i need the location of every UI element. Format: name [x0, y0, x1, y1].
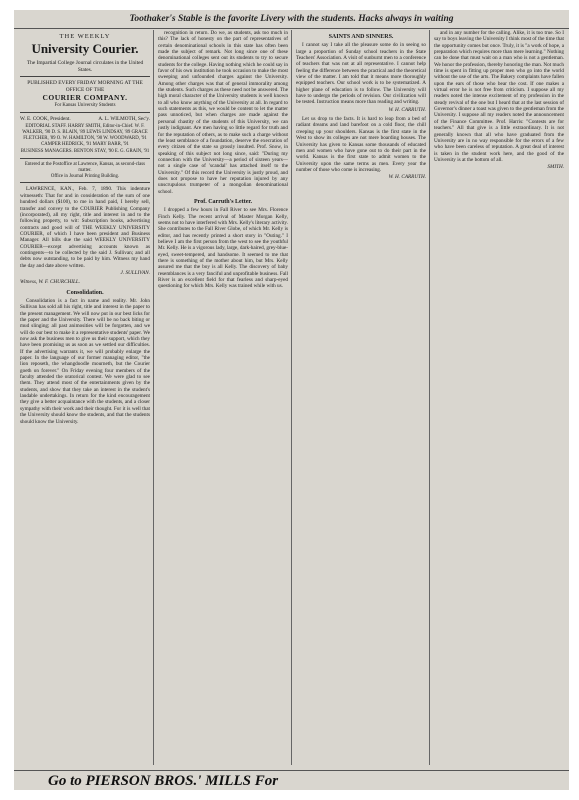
- newspaper-page: [14, 10, 569, 790]
- sale-notice: LAWRENCE, KAN., Feb. 7, 1890. This indenture witnesseth: That for and in consideration of the sum of one hundred dollars ($100), to me in hand paid, I hereby sell, transfer and convey to the COURIER Publishing Company (incorporated), all my right, title and interest in and to the following property, to wit: Subscription books, advertising contracts and good will of THE WEEKLY UNIVERSITY COURIER, of which I have been president and Business Manager. All bills due the said WEEKLY UNIVERSITY COURIER—except advertising accounts known as contingents—to be collected by the said J. Sullivan; and all debts now outstanding, to be paid by him. Witness my hand the day and date above written.: [20, 186, 150, 269]
- office-note: Office in Journal Printing Building.: [50, 173, 120, 179]
- top-banner-ad: Toothaker's Stable is the favorite Livery with the students. Hacks always in waiting: [14, 10, 569, 29]
- editorial-staff: EDITORIAL STAFF. HARRY SMITH, Editor-in-Chief. W. F. WALKER, '90 D. S. BLAIN, '89 LEWIS LINDSAY, '89 GRACE FLETCHER, '89 O. W. HAMILTON, '90 W. WOODWARD, '91 CAMPER HEDRICK, '91 MARY BARR, '91: [22, 124, 148, 147]
- article-heading: Consolidation.: [66, 289, 104, 296]
- bottom-banner-ad: Go to PIERSON BROS.' MILLS For: [14, 770, 569, 790]
- column-1: [20, 30, 150, 765]
- signature: SMITH.: [547, 164, 564, 171]
- divider: [20, 112, 150, 113]
- masthead-weekly: THE WEEKLY: [59, 33, 111, 40]
- divider: [20, 76, 150, 77]
- column-rule: [429, 30, 430, 765]
- president-name: W. E. COOK, President.: [20, 116, 71, 123]
- signature: W. H. CARRUTH.: [388, 106, 426, 113]
- column-2: [158, 30, 288, 765]
- article-body: I cannot say I take all the pleasure some do in seeing so large a proportion of Sunday school teachers in the State Teachers' Association. A visit of sunburnt men to a conference of teachers that was not at all representative. I cannot help feeling the difference between the practical and the theoretical view of the matter. I am told that it means more thoroughly equipped teachers. Our school work is to be systematized. A higher plane of education is to follow. The University will have to undergo the periods of revision. Our civilization will be tested. Instruction means more than reading and writing.: [296, 42, 426, 106]
- article-heading: SAINTS AND SINNERS.: [328, 34, 394, 40]
- column-rule: [153, 30, 154, 765]
- column-4: [434, 30, 564, 765]
- secretary-name: A. L. WILMOTH, Sec'y.: [98, 116, 150, 123]
- column-3: [296, 30, 426, 765]
- masthead-tagline: The Impartial College Journal circulates in the United States.: [26, 60, 144, 73]
- divider: [20, 182, 150, 183]
- witness-line: Witness, W. F. CHURCHILL.: [20, 279, 81, 286]
- article-body: recognition in return. Do we, as students, ask too much in this? The lack of honesty on the part of representatives of certain denominational schools in this state has often been made the subject of remark. Not long since one of these denominational colleges sent out its students to try to secure students for the college. Having nothing which he could say in favor of his own institution he took occasion to make the most sweeping and unfounded charges against the University. Among other charges was that of general immorality among the students. Such charges as these need not be answered. The high moral character of the University students is well known to all who know anything of the University at all. In regard to such statements as this, we would be content to let the matter pass unnoticed, but when charges are made against the personal chastity of the students of this University, we can justly indignant. Are men having so little regard for truth and for the reputation of others, as to make such a charge without the least semblance of a foundation, deserve the execration of every citizen of the state so grossly insulted. Prof. Snow, in speaking of this subject not long since, said: "During my connection with the University—a period of sixteen years—not a single case of 'scandal' has attached itself to the University." Of this record the University is justly proud, and does not propose to have her reputation injured by any unscrupulous trumpeter of a mongolian denominational school.: [158, 30, 288, 195]
- article-body: I dropped a few hours in Fall River to see Mrs. Florence Finch Kelly. The recent arrival of Master Morgan Kelly, seems not to have interfered with Mrs. Kelly's literary activity. She contributes to the Fall River Globe, of which Mr. Kelly is editor, and has recently printed a short story in "Outing." I believe I am the first person from the west to see the youthful Mr. Kelly. He is a vigorous lady, large, dark-haired, grey-blue-eyed, sweet-tempered, and handsome. It seemed to me that there is something of the mother about him, but Mrs. Kelly assured me that the boy is all Kelly. The discovery of baby resemblances is a very fanciful and unprofitable business. Fall River is an excellent field for that fearless and sharp-eyed questioning for which Mrs. Kelly was trained while with us.: [158, 207, 288, 290]
- business-managers: BUSINESS MANAGERS. BENTON STAY, '90 E. G. GRAIN, '91: [20, 149, 150, 155]
- article-body: Let us drop to the facts. It is hard to leap from a bed of radiant dreams and land barefoot on a cold floor, the chill creeping up your shoulders. Kansas is the first state in the West to show its colleges are not mere boarding houses. The University has given to Kansas some thousands of educated men and women who have gone out to do their part in the world. Kansas is the first state to admit women to the University upon the same terms as men. Every year the number of those who come is increasing.: [296, 116, 426, 173]
- masthead-officers: [20, 116, 150, 122]
- postoffice-note: Entered at the Postoffice at Lawrence, Kansas, as second-class matter.: [24, 162, 146, 173]
- column-rule: [291, 30, 292, 765]
- divider: [20, 158, 150, 159]
- article-body: and in any number for the calling. Alike, it is too true. So I say to boys leaving the University I think most of the time that the opportunity comes but once. Truly, it is "a work of hope, a preparation which requires more than mere learning." Nothing can be done that must wait on a man who is not a gentleman. We honor the profession, thereby honoring the man. Not much time is spent in fitting up proper men who go into the world without the use of the arts. The Bakery complaints have fallen upon the ears of those who bear the cost. If one makes a virtual error he is not free from criticism. I suppose all my readers noted the intense excitement of my profession in the steady revival of the one but I heard that at the last session of Governor's dinner a toast was given to the gentleman from the University. I suppose all my readers noted the announcement of the Finance Committee. Prof. Harris: "Contests are for teachers." All that give is a little extraordinary. It is not generally known that all who have graduated from the University are in no way responsible for the errors of a few who have been careless of reputation. A great deal of interest is taken in the student work here, and the good of the University is at the bottom of all.: [434, 30, 564, 163]
- signature: J. SULLIVAN.: [120, 269, 150, 276]
- signature: W. H. CARRUTH.: [388, 174, 426, 181]
- masthead-published: PUBLISHED EVERY FRIDAY MORNING AT THE OFFICE OF THE: [27, 80, 143, 93]
- masthead-company: COURIER COMPANY.: [42, 92, 128, 102]
- masthead-for: For Kansas University Students: [54, 103, 116, 109]
- article-heading: Prof. Carruth's Letter.: [194, 198, 252, 205]
- masthead-title: University Courier.: [31, 41, 139, 57]
- article-body: Consolidation is a fact in name and reality. Mr. John Sullivan has sold all his right, title and interest in the paper to the present management. We will now put in our best licks for the paper and the University. There will be no back biting or mud slinging; all past animosities will be forgotten, and we will do our best to make it a representative students' paper. We now ask the business men to give us their support, which they have been promising us as soon as we settled our difficulties. If the advertising warrants it, we will probably enlarge the paper. In the language of our former managing editor, "the lion reposeth, the whangdoodle mourneth, but the Courier goeth on forever." On Friday evening four members of the faculty attended the oratorical contest. We were glad to see them. They attend most of the entertainments given by the students, and show that they take an interest in the student's laudable undertakings. In return for the kind encouragement they give a better acquaintance with the students, and a closer sympathy with their work and their thought. For it is well that the University should know the students, and that the students should know the University.: [20, 297, 150, 425]
